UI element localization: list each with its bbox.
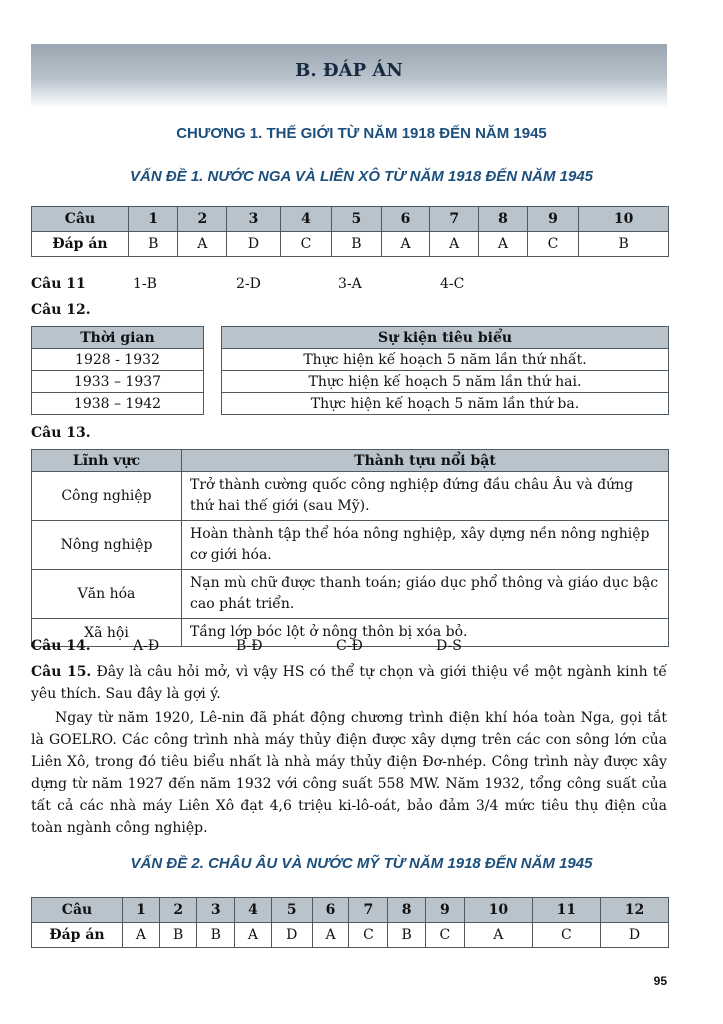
question-number: 8: [388, 898, 426, 923]
achievement-cell: Hoàn thành tập thể hóa nông nghiệp, xây dựng nền nông nghiệp cơ giới hóa.: [182, 521, 669, 570]
answer-cell: A: [479, 232, 528, 257]
question-number: 9: [527, 207, 578, 232]
question-number: 1: [123, 898, 160, 923]
question-row: [32, 898, 669, 923]
answer-cell: A: [178, 232, 227, 257]
page-number: 95: [653, 974, 667, 988]
achievement-cell: Nạn mù chữ được thanh toán; giáo dục phổ thông và giáo dục bậc cao phát triển.: [182, 570, 669, 619]
question-number: 2: [159, 898, 197, 923]
answer-cell: C: [349, 923, 388, 948]
answer-row: [32, 232, 669, 257]
q15-intro-paragraph: [31, 661, 667, 705]
field-cell: Công nghiệp: [32, 472, 182, 521]
answer-cell: C: [527, 232, 578, 257]
row-label: Đáp án: [32, 923, 123, 948]
q12-time-table: [31, 326, 204, 415]
answer-cell: A: [234, 923, 271, 948]
q14-answer: A-Đ: [133, 638, 160, 654]
question-number: 12: [600, 898, 668, 923]
achievement-header: Thành tựu nổi bật: [182, 450, 669, 472]
answer-cell: C: [425, 923, 464, 948]
answer-cell: A: [430, 232, 479, 257]
question-number: 5: [332, 207, 381, 232]
time-cell: 1928 - 1932: [32, 349, 204, 371]
answer-cell: D: [271, 923, 312, 948]
table-row: [32, 570, 669, 619]
q11-label: Câu 11: [31, 276, 86, 292]
question-number: 10: [579, 207, 669, 232]
q11-answer: 4-C: [440, 276, 465, 292]
answer-cell: A: [312, 923, 349, 948]
field-cell: Xã hội: [32, 619, 182, 647]
answer-cell: C: [280, 232, 331, 257]
event-header: Sự kiện tiêu biểu: [222, 327, 669, 349]
issue-2-title: VẤN ĐỀ 2. CHÂU ÂU VÀ NƯỚC MỸ TỪ NĂM 1918 ĐẾN NĂM 1945: [130, 855, 593, 872]
q14-answer: B-Đ: [236, 638, 263, 654]
answer-cell: D: [600, 923, 668, 948]
q13-label: Câu 13.: [31, 425, 91, 441]
question-number: 9: [425, 898, 464, 923]
answer-cell: C: [532, 923, 600, 948]
q13-table: [31, 449, 669, 647]
event-cell: Thực hiện kế hoạch 5 năm lần thứ nhất.: [222, 349, 669, 371]
question-number: 7: [349, 898, 388, 923]
q14-answer: C-Đ: [336, 638, 363, 654]
question-number: 6: [381, 207, 430, 232]
question-number: 3: [197, 898, 235, 923]
answer-cell: A: [123, 923, 160, 948]
q11-answer: 1-B: [133, 276, 157, 292]
question-number: 7: [430, 207, 479, 232]
q15-body: Ngay từ năm 1920, Lê-nin đã phát động chương trình điện khí hóa toàn Nga, gọi tắt là GOELRO. Các công trình nhà máy thủy điện được xây dựng trên các con sông lớn của Liên Xô, trong đó tiêu biểu nhất là nhà máy thủy điện Đơ-nhép. Công trình này được xây dựng từ năm 1927 đến năm 1932 với công suất 558 MW. Năm 1932, tổng công suất của tất cả các nhà máy Liên Xô đạt 4,6 triệu ki-lô-oát, bảo đảm 3/4 mức tiêu thụ điện của toàn ngành công nghiệp.: [31, 710, 667, 836]
q15-label: Câu 15.: [31, 664, 92, 680]
question-number: 6: [312, 898, 349, 923]
issue-2-answer-table: [31, 897, 669, 948]
q12-label: Câu 12.: [31, 302, 91, 318]
answer-cell: D: [227, 232, 281, 257]
question-number: 2: [178, 207, 227, 232]
field-cell: Văn hóa: [32, 570, 182, 619]
answer-cell: B: [388, 923, 426, 948]
section-title: B. ĐÁP ÁN: [295, 60, 403, 81]
question-number: 10: [464, 898, 532, 923]
field-header: Lĩnh vực: [32, 450, 182, 472]
question-number: 8: [479, 207, 528, 232]
row-label: Câu: [32, 898, 123, 923]
question-row: [32, 207, 669, 232]
section-banner: [31, 44, 667, 108]
row-label: Đáp án: [32, 232, 129, 257]
field-cell: Nông nghiệp: [32, 521, 182, 570]
q14-label: Câu 14.: [31, 638, 91, 654]
answer-cell: B: [159, 923, 197, 948]
row-label: Câu: [32, 207, 129, 232]
achievement-cell: Trở thành cường quốc công nghiệp đứng đầu châu Âu và đứng thứ hai thế giới (sau Mỹ).: [182, 472, 669, 521]
table-row: [32, 472, 669, 521]
achievement-cell: Tầng lớp bóc lột ở nông thôn bị xóa bỏ.: [182, 619, 669, 647]
question-number: 4: [234, 898, 271, 923]
answer-cell: A: [381, 232, 430, 257]
time-header: Thời gian: [32, 327, 204, 349]
chapter-title: CHƯƠNG 1. THẾ GIỚI TỪ NĂM 1918 ĐẾN NĂM 1945: [176, 125, 547, 142]
answer-row: [32, 923, 669, 948]
question-number: 11: [532, 898, 600, 923]
answer-cell: B: [579, 232, 669, 257]
question-number: 1: [129, 207, 178, 232]
answer-cell: A: [464, 923, 532, 948]
question-number: 4: [280, 207, 331, 232]
answer-cell: B: [197, 923, 235, 948]
table-row: [32, 521, 669, 570]
q15-intro: Đây là câu hỏi mở, vì vậy HS có thể tự chọn và giới thiệu về một ngành kinh tế yêu thích. Sau đây là gợi ý.: [31, 664, 667, 702]
q11-answer: 3-A: [338, 276, 362, 292]
answer-cell: B: [129, 232, 178, 257]
question-number: 3: [227, 207, 281, 232]
issue-1-title: VẤN ĐỀ 1. NƯỚC NGA VÀ LIÊN XÔ TỪ NĂM 1918 ĐẾN NĂM 1945: [129, 168, 594, 185]
event-cell: Thực hiện kế hoạch 5 năm lần thứ ba.: [222, 393, 669, 415]
time-cell: 1938 – 1942: [32, 393, 204, 415]
q14-answer: D-S: [436, 638, 462, 654]
q11-answer: 2-D: [236, 276, 261, 292]
time-cell: 1933 – 1937: [32, 371, 204, 393]
event-cell: Thực hiện kế hoạch 5 năm lần thứ hai.: [222, 371, 669, 393]
answer-cell: B: [332, 232, 381, 257]
q12-event-table: [221, 326, 669, 415]
question-number: 5: [271, 898, 312, 923]
issue-1-answer-table: [31, 206, 669, 257]
